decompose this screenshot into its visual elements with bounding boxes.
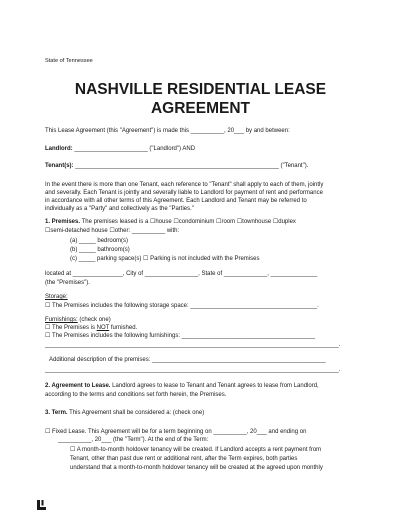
furnishings-option-1-end: furnished. (109, 325, 138, 331)
premises-item-bathrooms: (b) _____ bathroom(s) (70, 247, 130, 253)
fixed-lease-line-2: __________, 20___ (the "Term"). At the end of the Term: (58, 437, 209, 443)
tenant-blank: _____________________________________________________________ ("Tenant"). (73, 163, 309, 169)
landlord-blank: ______________________ ("Landlord") AND (72, 146, 196, 152)
located-at-line: located at _______________, City of ________________, State of _____________, ______________ (45, 271, 318, 277)
furnishings-blank-line: ________________________________________________________________________________________. (45, 342, 341, 348)
joint-liability-line-1: In the event there is more than one Tenant, each reference to "Tenant" shall apply to each of them, jointly (45, 182, 324, 188)
premises-item-parking: (c) _____ parking space(s) ☐ Parking is not included with the Premises (70, 256, 260, 262)
agreement-line-2: according to the terms and conditions set forth herein, the Premises. (45, 392, 227, 398)
agreement-heading: 2. Agreement to Lease. (45, 383, 111, 389)
document-title-line-2: AGREEMENT (150, 100, 251, 117)
furnishings-heading: Furnishings: (45, 317, 78, 323)
furnishings-option-not-furnished (45, 324, 137, 332)
additional-description-line: Additional description of the premises: ____________________________________________________ (49, 357, 326, 363)
document-title-line-1: NASHVILLE RESIDENTIAL LEASE (74, 81, 327, 98)
agreement-line-1 (45, 382, 319, 390)
landlord-line (45, 145, 195, 153)
storage-line: ☐ The Premises includes the following storage space: ______________________________________. (45, 303, 319, 309)
joint-liability-line-2: and severally. Each Tenant is jointly and severally liable to Landlord for payment of rent and performance (45, 190, 323, 196)
furnishings-option-includes: ☐ The Premises includes the following furnishings: ________________________________________ (45, 333, 316, 339)
holdover-line-1: ☐ A month-to-month holdover tenancy will be created. If Landlord accepts a rent payment from (70, 447, 322, 453)
furnishings-check-note: (check one) (77, 317, 111, 323)
term-heading: 3. Term. (45, 410, 68, 416)
joint-liability-line-3: in accordance with all other terms of this Agreement. Each Landlord and Tenant may be referred to (45, 198, 307, 204)
premises-item-bedrooms: (a) _____ bedroom(s) (70, 238, 129, 244)
intro-line: This Lease Agreement (this "Agreement") is made this __________, 20___ by and between: (45, 128, 290, 134)
furnishings-heading-line (45, 316, 111, 324)
joint-liability-line-4: individually as a "Party" and collectively as the "Parties." (45, 206, 194, 212)
premises-heading: 1. Premises. (45, 219, 81, 225)
holdover-line-2: Tenant, other than past due rent or additional rent, after the Term expires, both parties (70, 456, 298, 462)
fixed-lease-line-1: ☐ Fixed Lease. This Agreement will be for a term beginning on __________, 20___ and ending on (45, 429, 307, 435)
holdover-line-3: understand that a month-to-month holdover tenancy will be created at the agreed upon monthly (70, 465, 323, 471)
premises-type-options: The premises leased is a ☐house ☐condominium ☐room ☐townhouse ☐duplex (80, 219, 296, 225)
agreement-text: Landlord agrees to lease to Tenant and Tenant agrees to lease from Landlord, (110, 383, 319, 389)
additional-description-blank: ________________________________________________________________________________________. (45, 367, 341, 373)
tenant-line (45, 162, 308, 170)
term-text: This Agreement shall be considered a: (check one) (67, 410, 205, 416)
furnishings-option-1-text: ☐ The Premises is (45, 325, 97, 331)
document-logo-icon (37, 500, 46, 510)
premises-definition: (the "Premises"). (45, 280, 90, 286)
premises-line-2: ☐semi-detached house ☐other: __________ with: (45, 228, 180, 234)
furnishings-not-emphasis: NOT (96, 325, 110, 331)
premises-line-1 (45, 218, 296, 226)
term-line (45, 409, 204, 417)
storage-heading: Storage: (45, 294, 68, 300)
state-line: State of Tennessee (45, 58, 93, 64)
landlord-label: Landlord: (45, 146, 73, 152)
tenant-label: Tenant(s): (45, 163, 74, 169)
